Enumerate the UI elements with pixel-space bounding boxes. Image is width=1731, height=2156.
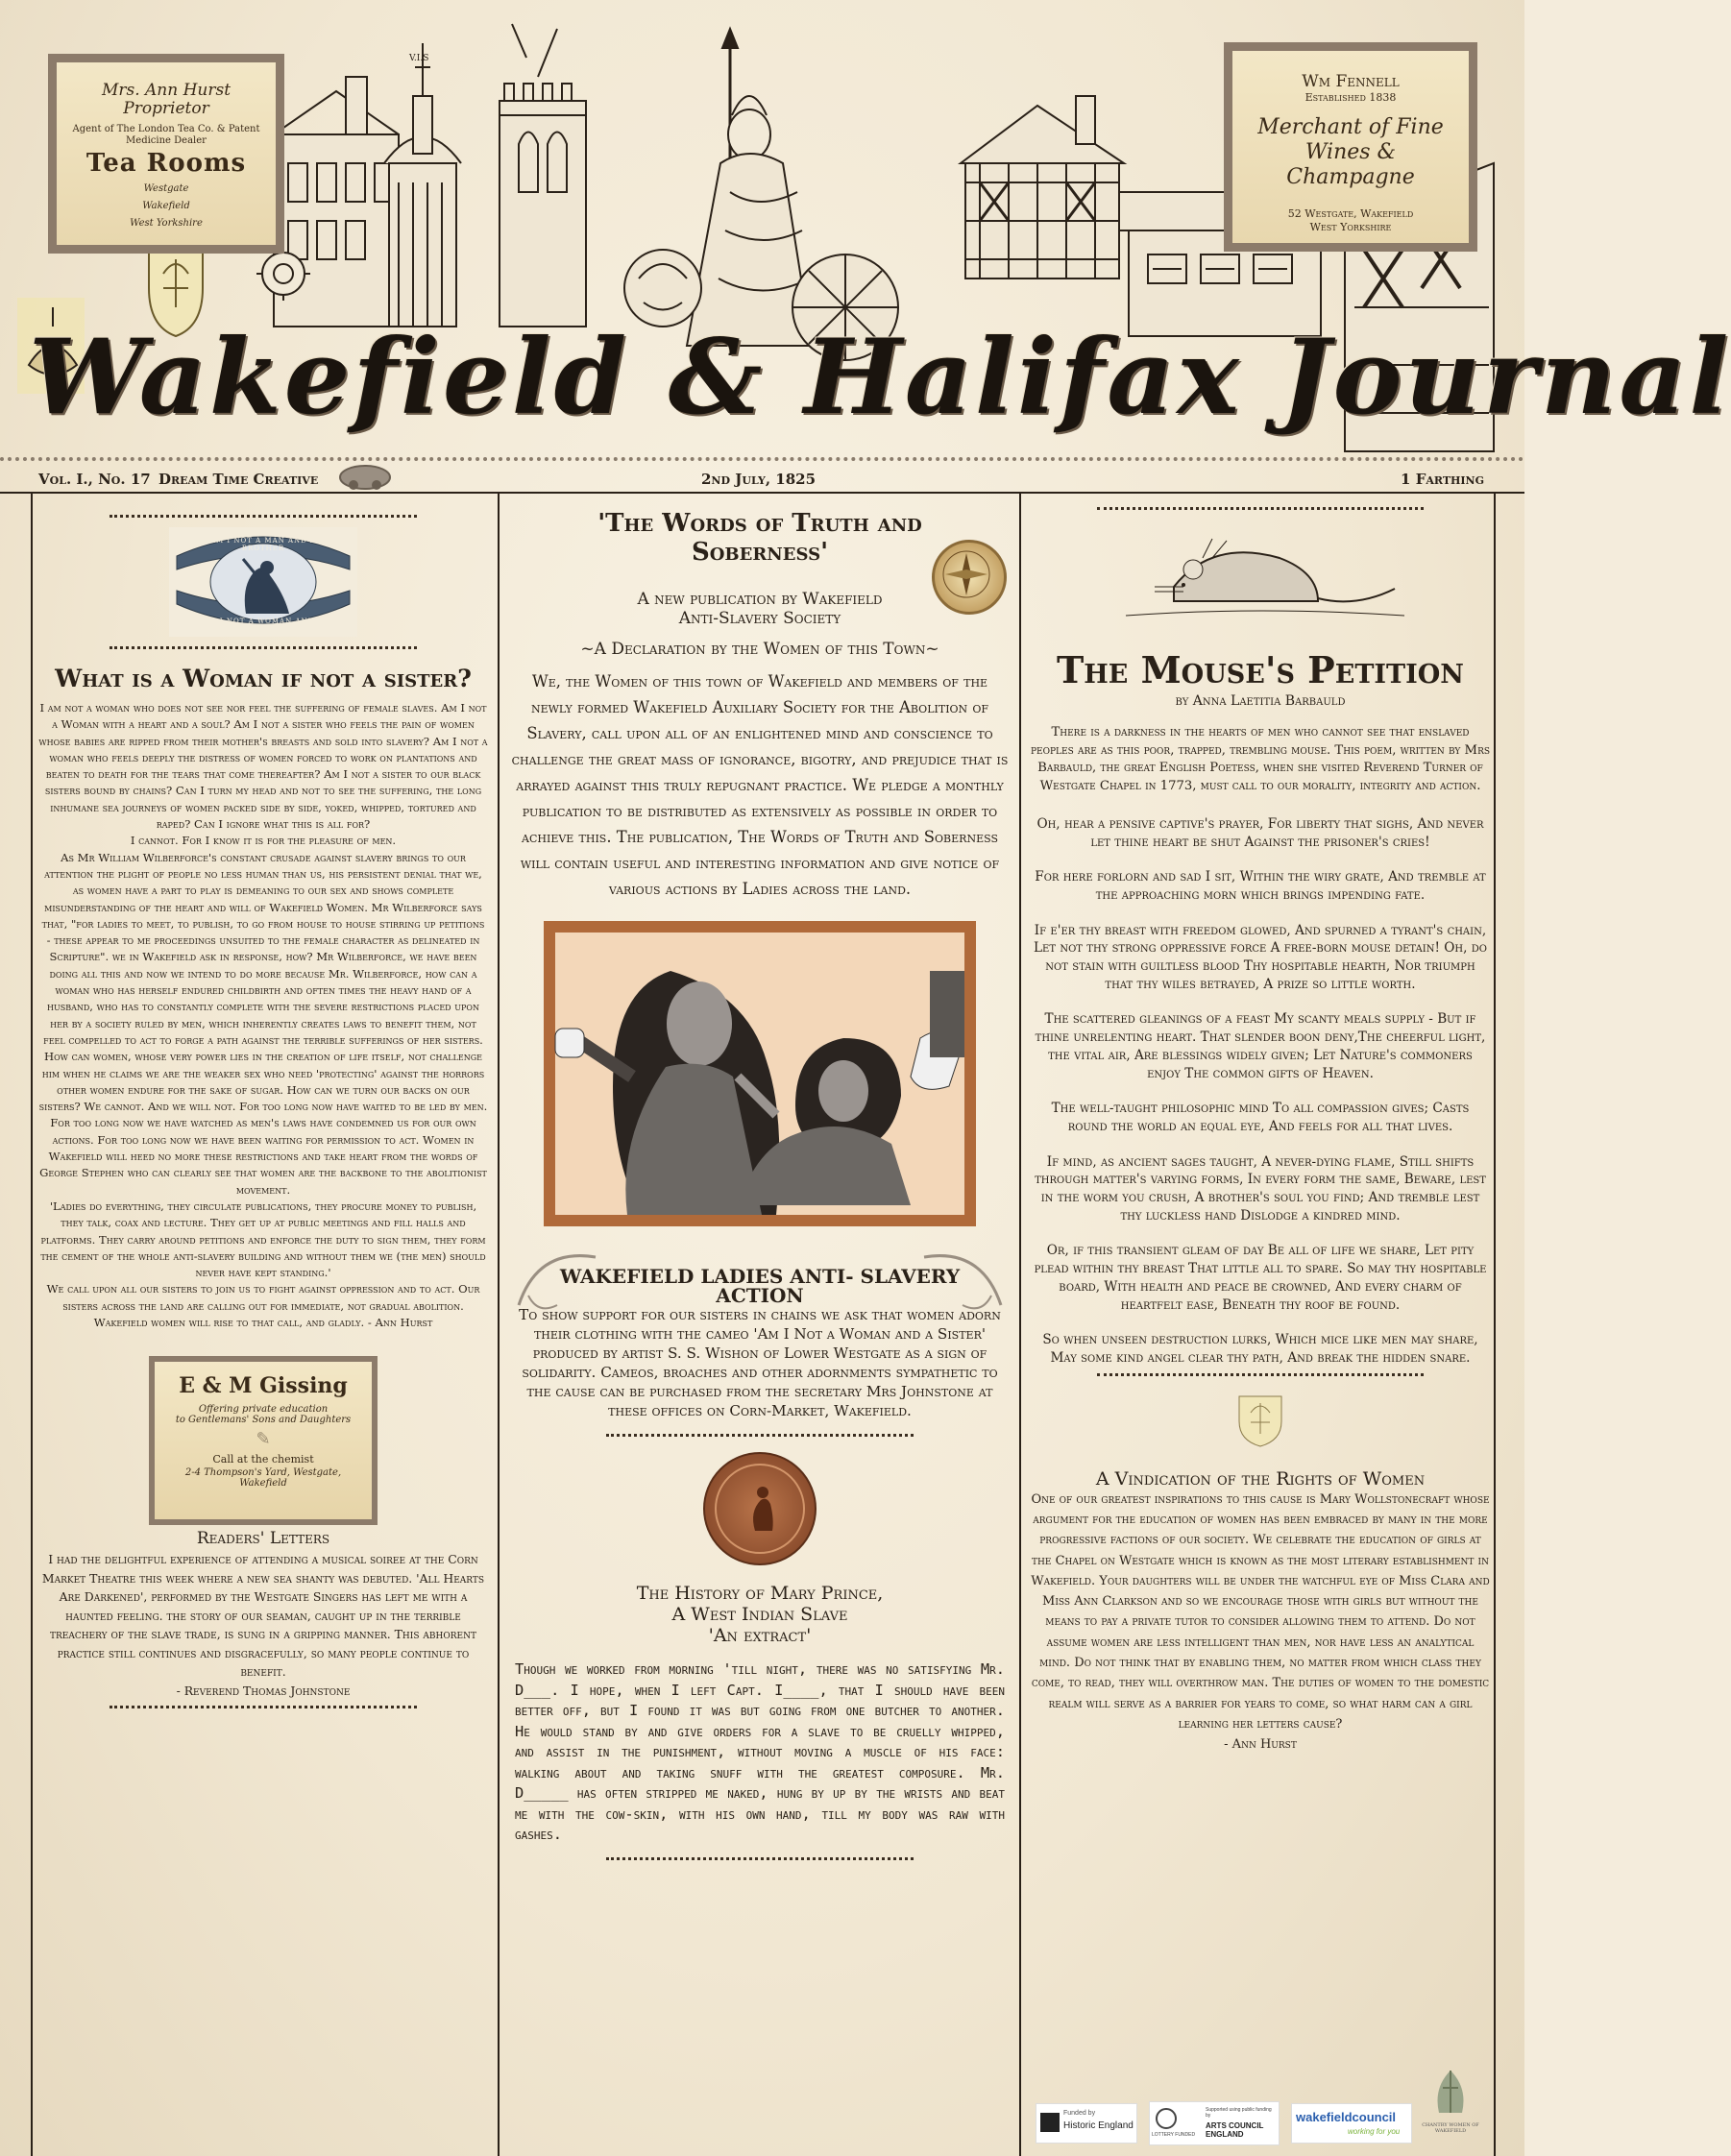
handshake-icon: ✎ [256, 1429, 271, 1450]
poem-stanza: So when unseen destruction lurks, Which mice like men may share, May some kind angel clear thy path, And break the hidden snare. [1042, 1332, 1478, 1366]
issue-price: 1 Farthing [1401, 471, 1484, 488]
wakefield-council-logo [1291, 2103, 1412, 2144]
poem-byline: by Anna Laetitia Barbauld [1175, 693, 1346, 709]
poem-stanza: Or, if this transient gleam of day Be all of life we share, Let pity plead within thy breast That little all to spare. So may thy hospitable board, With health and peace be crowned, And every charm of heartfelt ease, Beneath thy roof be found. [1034, 1243, 1487, 1313]
arts-council-small-text: Supported using public funding by [1206, 2107, 1272, 2119]
tea-ad-street: Westgate [143, 183, 189, 194]
poem-stanza: If e'er thy breast with freedom glowed, And spurned a tyrant's chain, Let not thy strong oppressive force A free-born mouse detain! Oh, do not stain with guiltless blood Thy hospitable hearth, Nor triumph that thy wiles betrayed, A prize so little worth. [1034, 922, 1487, 992]
mary-prince-heading: The History of Mary Prince, [636, 1583, 884, 1604]
masthead [0, 0, 1731, 451]
ornate-frame [509, 1238, 1011, 1353]
mary-prince-heading: 'An extract' [708, 1625, 812, 1646]
illustration-women-in-distress [544, 921, 976, 1226]
cameo-bottom-inscription: AM I NOT A WOMAN AND A SISTER [203, 618, 324, 633]
article-paragraph: I am not a woman who does not see nor feel the suffering of female slaves. Am I not a Woman with a heart and a soul? Am I not a sister who feels the pain of women whose babies are ripped from their mother's breasts and sold into slavery? Am I not a woman who feels deeply the distress of women forced to work on plantations and beaten to death for the tears that come thereafter? Am I not a sister to our black sisters bound by chains? Can I turn my head and not to see the suffering, the long inhumane sea journeys of women packed side by side, yoked, whipped, tortured and raped? Can I ignore what this is all for? [38, 701, 488, 832]
wakefield-council-text: wakefieldcouncil [1296, 2110, 1397, 2124]
article-subheading: A new publication by Wakefield [637, 590, 883, 609]
column-rule-right [1494, 494, 1496, 2156]
article-body [38, 700, 488, 1331]
action-body: To show support for our sisters in chains we ask that women adorn their clothing with the cameo 'Am I Not a Woman and a Sister' produced by artist S. S. Wishon of Lower Westgate as a sign of solidarity. Cameos, broaches and other adornments sympathetic to the cause can be purchased from the secretary Mrs Johnstone at these offices on Corn-Market, Wakefield. [519, 1306, 1001, 1419]
lottery-label: LOTTERY FUNDED [1152, 2132, 1196, 2138]
poem-stanza: The scattered gleanings of a feast My scanty meals supply - But if thine unrelenting heart. That slender boon deny,The cheerful light, the vital air, Are blessings widely given; Let Nature's commoners enjoy The common gifts of Heaven. [1035, 1011, 1486, 1081]
tea-ad-proprietor-name: Mrs. Ann Hurst [101, 81, 232, 100]
fleur-de-lis-shield-icon [1236, 1393, 1284, 1447]
gissing-ad-name: E & M Gissing [179, 1373, 348, 1399]
gissing-ad-line: Wakefield [239, 1478, 287, 1490]
publisher-name: Dream Time Creative [158, 471, 319, 488]
article-heading: What is a Woman if not a sister? [55, 665, 472, 692]
gissing-ad-line: 2-4 Thompson's Yard, Westgate, [184, 1467, 342, 1479]
historic-england-logo [1036, 2103, 1137, 2144]
compass-icon [932, 540, 1007, 615]
mouse-illustration [1116, 520, 1404, 635]
mary-prince-heading: A West Indian Slave [671, 1604, 848, 1625]
wine-merchant-advert [1224, 42, 1477, 252]
article-paragraph: As Mr William Wilberforce's constant crusade against slavery brings to our attention the plight of people no less human than us, his persistent denial that we, as women have a part to play is demeaning to our sex and shows complete misunderstanding of the heart and will of Wakefield Women. Mr Wilberforce says that, "for ladies to meet, to publish, to go from house to house stirring up petitions - these appear to me proceedings unsuited to the female character as delineated in Scripture". we in Wakefield ask in response, how? Mr Wilberforce, we have been doing all this and now we intend to do more because Mr. Wilberforce, how can a woman who has herself endured childbirth and often times the heavy hand of a husband, who has to constantly complete with the severe restrictions placed upon her by a society ruled by men, which inherently creates laws to benefit them, not feel compelled to act to forge a path against the terrible sufferings of her sisters. [41, 850, 485, 1047]
lottery-crossed-fingers-icon [1156, 2108, 1177, 2129]
historic-england-mark-icon [1040, 2113, 1060, 2132]
article-paragraph: 'Ladies do everything, they circulate publications, they procure money to publish, they talk, coax and lecture. They get up at public meetings and fill halls and platforms. They carry around petitions and enforce the duty to sign them, they form the cement of the whole anti-slavery building and without them we (the men) should never have kept standing.' [40, 1199, 486, 1280]
cameo-top-inscription: AM I NOT A MAN AND A BROTHER [209, 537, 317, 552]
article-heading: 'The Words of Truth and Soberness' [597, 509, 922, 567]
gissing-ad-line: to Gentlemans' Sons and Daughters [175, 1415, 352, 1426]
wine-ad-address: 52 Westgate, Wakefield [1287, 207, 1414, 220]
newspaper-title: Wakefield & Halifax Journal [29, 317, 1731, 438]
tea-ad-county: West Yorkshire [130, 218, 203, 229]
arts-council-text: ARTS COUNCIL ENGLAND [1206, 2121, 1264, 2139]
tea-rooms-advert [48, 54, 284, 254]
dateline-rule [0, 492, 1524, 494]
poem-stanza: Oh, hear a pensive captive's prayer, For liberty that sighs, And never let thine heart be shut Against the prisoner's cries! [1036, 815, 1484, 850]
declaration-body: We, the Women of this town of Wakefield and members of the newly formed Wakefield Auxiliary Society for the Abolition of Slavery, call upon all of an enlightened mind and conscience to challenge the great mass of ignorance, bigotry, and prejudice that is arrayed against this truly repugnant practice. We pledge a monthly publication to be distributed as extensively as possible in order to achieve this. The publication, The Words of Truth and Soberness will contain useful and interesting information and give notice of various actions by Ladies across the land. [511, 672, 1009, 898]
dotted-divider [110, 646, 417, 649]
tea-ad-heading: Tea Rooms [85, 149, 247, 178]
abolition-cameo-image [169, 527, 357, 637]
mary-prince-body: Though we worked from morning 'till night, there was no satisfying Mr. D___. I hope, when I left Capt. I____, that I should have been better off, but I found it was but going from one butcher to another. He would stand by and give orders for a slave to be cruelly whipped, and assist in the punishment, without moving a muscle of his face: walking about and taking snuff with the greatest composure. Mr. D_____ has often stripped me naked, hung by up by the wrists and beat me with the cow-skin, with his own hand, till my body was raw with gashes. [515, 1660, 1005, 1843]
britannia-figure [624, 29, 898, 360]
dotted-divider [1097, 1373, 1424, 1376]
wine-ad-name: Wm Fennell [1302, 72, 1400, 91]
column-2 [509, 499, 1011, 1860]
gissing-ad-line: Call at the chemist [212, 1453, 314, 1466]
wakefield-council-tagline: working for you [1348, 2127, 1401, 2136]
chantry-women-logo [1422, 2065, 1479, 2144]
dotted-divider [606, 1857, 914, 1860]
article-subheading: Anti-Slavery Society [678, 609, 841, 628]
article-paragraph: We call upon all our sisters to join us to fight against oppression and to act. Our sisters across the land are calling out for immediate, not gradual abolition. Wakefield women will rise to that call, and gladly. - Ann Hurst [46, 1282, 480, 1329]
wine-ad-county: West Yorkshire [1309, 221, 1392, 233]
chantry-women-text: CHANTRY WOMEN OF WAKEFIELD [1422, 2122, 1479, 2134]
vindication-body: One of our greatest inspirations to this cause is Mary Wollstonecraft whose argument for the education of women has been embraced by many in the more progressive factions of our society. We celebrate the education of girls at the Chapel on Westgate which is known as the most literary establishment in Wakefield. Your daughters will be under the watchful eye of Miss Clara and Miss Ann Clarkson and so we encourage those with girls but without the means to pay a private tutor to consider allowing them to attend. Do not assume women are less intelligent than men, nor have less an analytical mind. Do not think that by enabling them, no matter from which class they come, to read, they will overthrow man. The duties of women to the domestic realm will serve as a barrier for years to come, so what harm can a girl learning her letters cause? [1031, 1491, 1490, 1732]
historic-england-funded: Funded by [1063, 2110, 1096, 2117]
tea-ad-proprietor-title: Proprietor [123, 99, 209, 118]
letters-heading: Readers' Letters [196, 1529, 330, 1549]
letters-signature: - Reverend Thomas Johnstone [176, 1683, 351, 1698]
article-paragraph: I cannot. For I know it is for the pleasure of men. [130, 834, 397, 848]
letters-body: I had the delightful experience of attending a musical soiree at the Corn Market Theatre this week where a new sea shanty was debuted. 'All Hearts Are Darkened', performed by the Westgate Singers has left me with a haunted feeling. the story of our seaman, caught up in the terrible treachery of the slave trade, is sung in a gripping manner. This abhorent practice still continues and disgracefully, so many people continue to benefit. [41, 1552, 485, 1680]
poem-heading: The Mouse's Petition [1057, 648, 1464, 691]
coin-medallion-image [703, 1452, 817, 1565]
declaration-heading: ~A Declaration by the Women of this Town~ [580, 640, 939, 659]
column-rule-left [31, 494, 33, 2156]
wine-ad-tagline-2: Wines & Champagne [1286, 140, 1415, 189]
tea-ad-town: Wakefield [142, 201, 190, 211]
tea-ad-agent-line: Agent of The London Tea Co. & Patent Medicine Dealer [72, 124, 260, 146]
poem-intro: There is a darkness in the hearts of men who cannot see that enslaved peoples are as this poor, trapped, trembling mouse. This poem, written by Mrs Barbauld, the great English Poetess, when she visited Reverend Turner of Westgate Chapel in 1773, must call to our morality, integrity and action. [1031, 725, 1491, 794]
wine-ad-established: Established 1838 [1304, 91, 1397, 104]
dotted-divider [110, 1706, 417, 1708]
volume-number: Vol. I., No. 17 [38, 471, 151, 488]
article-paragraph: How can women, whose very power lies in the creation of life itself, not challenge him when he claims we are the weaker sex who need 'protecting' against the horrors other women endure for the sake of sugar. How can we turn our backs on our sisters? We cannot. And we will not. For too long now have waited to be led by men. For too long now we have watched as men's laws have condemned us for our own actions. For too long now we have been waiting for permission to act. Women in Wakefield will heed no more these restrictions and take heart from the words of George Stephen who can clearly see that women are the backbone to the abolitionist movement. [38, 1050, 488, 1197]
column-3 [1031, 499, 1490, 1756]
church-illustration [274, 24, 586, 327]
column-rule-1 [498, 494, 500, 2156]
dateline [38, 471, 1484, 492]
masthead-dotted-rule [0, 457, 1524, 461]
spire-label: V.I.S [409, 54, 429, 63]
poem-stanza: If mind, as ancient sages taught, A never-dying flame, Still shifts through matter's varying forms, In every form the same, Beware, lest in the worm you crush, A brother's soul you find; And tremble lest thy luckless hand Dislodge a kindred mind. [1035, 1153, 1486, 1223]
historic-england-text: Historic England [1063, 2120, 1134, 2131]
gissing-ad-line: Offering private education [198, 1404, 329, 1416]
gissing-advert [149, 1356, 378, 1525]
poem-stanza: For here forlorn and sad I sit, Within the wiry grate, And tremble at the approaching morn which brings impending fate. [1035, 869, 1486, 903]
action-heading: WAKEFIELD LADIES ANTI- SLAVERY ACTION [559, 1265, 961, 1307]
vindication-heading: A Vindication of the Rights of Women [1095, 1467, 1426, 1490]
dotted-divider [110, 515, 417, 518]
dotted-divider [606, 1434, 914, 1437]
dotted-divider [1097, 507, 1424, 510]
column-rule-2 [1019, 494, 1021, 2156]
column-1 [38, 499, 488, 1708]
arts-council-logo [1149, 2101, 1280, 2145]
vindication-signature: - Ann Hurst [1224, 1737, 1297, 1753]
issue-date: 2nd July, 1825 [701, 471, 817, 488]
wine-ad-tagline-1: Merchant of Fine [1257, 115, 1444, 139]
poem-stanza: The well-taught philosophic mind To all compassion gives; Casts round the world an equal eye, And feels for all that lives. [1051, 1101, 1470, 1134]
